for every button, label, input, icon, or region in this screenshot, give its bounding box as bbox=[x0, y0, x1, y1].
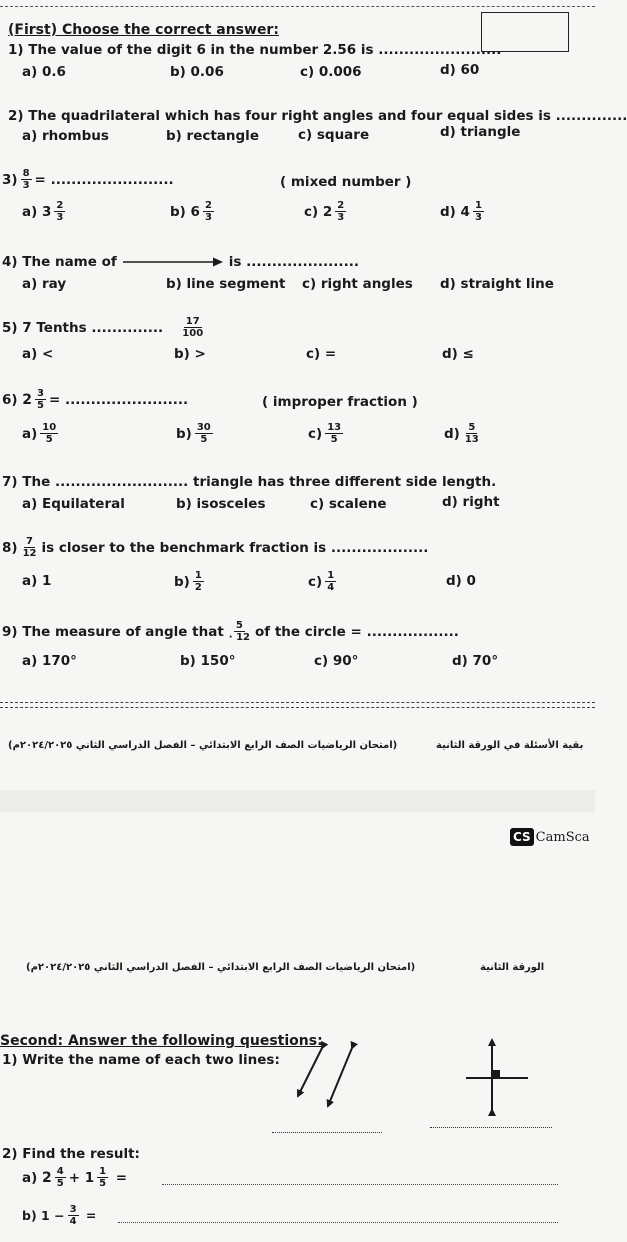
q7-option-b: b) isosceles bbox=[176, 496, 266, 512]
q5-option-a: a) < bbox=[22, 346, 54, 362]
q4-option-b: b) line segment bbox=[166, 276, 286, 292]
parallel-lines-figure bbox=[292, 1018, 360, 1120]
q5-option-c: c) = bbox=[306, 346, 337, 362]
q7-option-c: c) scalene bbox=[310, 496, 387, 512]
q5-option-b: b) > bbox=[174, 346, 206, 362]
q6-option-c: c) $\frac{13}{5}$ bbox=[308, 422, 342, 445]
q2b-answer-line bbox=[118, 1222, 558, 1223]
section2-question-2: 2) Find the result: bbox=[2, 1146, 140, 1162]
question-3: 3) $\frac{8}{3}$ = ........................ bbox=[2, 168, 174, 191]
question-1: 1) The value of the digit 6 in the number 2.56 is ........................ bbox=[8, 42, 502, 58]
question-8: 8) $\frac{7}{12}$ is closer to the benchmark fraction is ................... bbox=[2, 536, 429, 559]
page2-header-label: الورقة الثانية bbox=[480, 962, 545, 973]
q3-option-c: c) 2 $\frac{2}{3}$ bbox=[304, 200, 345, 223]
q2a-answer-line bbox=[162, 1184, 558, 1185]
answer-line-2 bbox=[430, 1127, 552, 1128]
q1-option-d: d) 60 bbox=[440, 62, 480, 78]
top-dashed-rule bbox=[0, 6, 595, 7]
q9-option-b: b) 150° bbox=[180, 653, 236, 669]
q4-option-d: d) straight line bbox=[440, 276, 554, 292]
footer-continue-note: بقية الأسئلة في الورقة الثانية bbox=[436, 740, 584, 751]
q3-option-a: a) 3 $\frac{2}{3}$ bbox=[22, 200, 64, 223]
q6-note: ( improper fraction ) bbox=[262, 394, 418, 410]
page-gap bbox=[0, 790, 595, 812]
section2-heading: Second: Answer the following questions: bbox=[0, 1033, 323, 1049]
q2-option-c: c) square bbox=[298, 127, 370, 143]
question-6: 6) 2 $\frac{3}{5}$ = ........................ bbox=[2, 388, 189, 411]
answer-line-1 bbox=[272, 1132, 382, 1133]
question-2: 2) The quadrilateral which has four right angles and four equal sides is .............. bbox=[8, 108, 627, 124]
footer-exam-title: (امتحان الرياضيات الصف الرابع الابتدائي – الفصل الدراسي الثاني ٢٠٢٤/٢٠٢٥م) bbox=[8, 740, 398, 751]
q2a-expression: a) 2 $\frac{4}{5}$ + 1 $\frac{1}{5}$ = bbox=[22, 1166, 128, 1189]
q6-option-d: d) $\frac{5}{13}$ bbox=[444, 422, 479, 445]
question-7: 7) The .......................... triangle has three different side length. bbox=[2, 474, 497, 490]
camscanner-watermark: CS CamSca bbox=[510, 828, 590, 846]
section-separator bbox=[0, 702, 595, 708]
q3-note: ( mixed number ) bbox=[280, 174, 412, 190]
q1-option-b: b) 0.06 bbox=[170, 64, 224, 80]
camscanner-logo-icon: CS bbox=[510, 828, 534, 846]
q5-option-d: d) ≤ bbox=[442, 346, 474, 362]
q2-option-d: d) triangle bbox=[440, 124, 521, 140]
q4-option-c: c) right angles bbox=[302, 276, 413, 292]
q8-option-a: a) 1 bbox=[22, 573, 52, 589]
q7-option-d: d) right bbox=[442, 494, 500, 510]
section-heading: (First) Choose the correct answer: bbox=[8, 22, 279, 38]
q2-option-b: b) rectangle bbox=[166, 128, 259, 144]
question-4: 4) The name of is ...................... bbox=[2, 254, 359, 270]
ray-arrow-icon bbox=[121, 256, 225, 268]
page2-header-title: (امتحان الرياضيات الصف الرابع الابتدائي – الفصل الدراسي الثاني ٢٠٢٤/٢٠٢٥م) bbox=[26, 962, 416, 973]
q9-option-c: c) 90° bbox=[314, 653, 359, 669]
q8-option-d: d) 0 bbox=[446, 573, 476, 589]
question-9: 9) The measure of angle that $\frac{5}{\cdot 12}$ of the circle = .................. bbox=[2, 620, 459, 643]
section2-question-1: 1) Write the name of each two lines: bbox=[2, 1052, 280, 1068]
q6-option-a: a) $\frac{10}{5}$ bbox=[22, 422, 57, 445]
q9-option-d: d) 70° bbox=[452, 653, 499, 669]
q3-option-d: d) 4 $\frac{1}{3}$ bbox=[440, 200, 482, 223]
q1-option-c: c) 0.006 bbox=[300, 64, 362, 80]
q8-option-b: b) $\frac{1}{2}$ bbox=[174, 570, 202, 593]
question-5: 5) 7 Tenths .............. $\frac{17}{100}$ bbox=[2, 316, 204, 339]
q4-option-a: a) ray bbox=[22, 276, 67, 292]
q1-option-a: a) 0.6 bbox=[22, 64, 66, 80]
perpendicular-lines-figure bbox=[458, 1034, 538, 1118]
q2-option-a: a) rhombus bbox=[22, 128, 109, 144]
q8-option-c: c) $\frac{1}{4}$ bbox=[308, 570, 335, 593]
q6-option-b: b) $\frac{30}{5}$ bbox=[176, 422, 211, 445]
q2b-expression: b) 1 − $\frac{3}{4}$ = bbox=[22, 1204, 97, 1227]
q3-option-b: b) 6 $\frac{2}{3}$ bbox=[170, 200, 212, 223]
q7-option-a: a) Equilateral bbox=[22, 496, 125, 512]
q9-option-a: a) 170° bbox=[22, 653, 77, 669]
